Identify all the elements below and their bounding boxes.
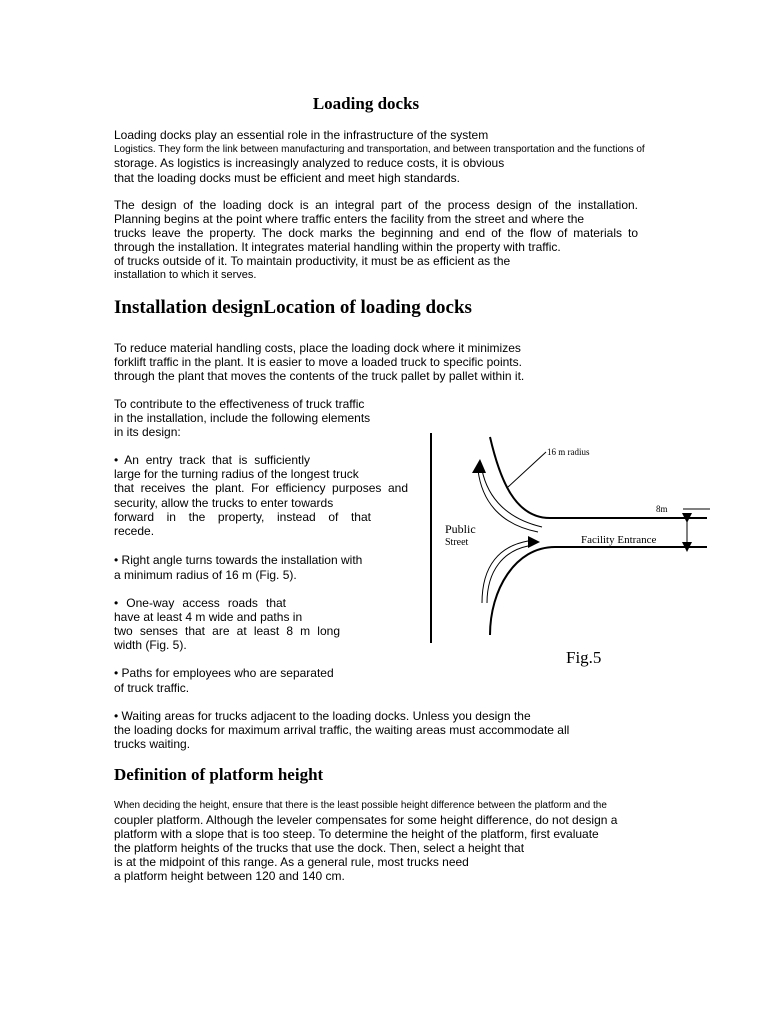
bullet-waiting-line: trucks waiting. bbox=[114, 737, 191, 751]
bullet-entry-line: • An entry track that is sufficiently bbox=[114, 453, 310, 467]
contribute-line: in its design: bbox=[114, 425, 181, 439]
figure-5-diagram bbox=[420, 425, 720, 675]
public-label: Public bbox=[445, 522, 476, 536]
design-line: Planning begins at the point where traffic enters the facility from the street and where the bbox=[114, 212, 585, 226]
upper-curb-line bbox=[490, 437, 707, 518]
exit-lane-line bbox=[482, 470, 542, 527]
location-line: To reduce material handling costs, place the loading dock where it minimizes bbox=[114, 341, 521, 355]
width-label: 8m bbox=[656, 504, 668, 514]
entry-arrow-icon bbox=[528, 536, 540, 548]
bullet-waiting-line: • Waiting areas for trucks adjacent to the loading docks. Unless you design the bbox=[114, 709, 531, 723]
bullet-entry-line: that receives the plant. For efficiency purposes and bbox=[114, 481, 408, 495]
lower-curb-line bbox=[490, 547, 707, 635]
bullet-entry-line: large for the turning radius of the longest truck bbox=[114, 467, 359, 481]
bullet-oneway-line: width (Fig. 5). bbox=[114, 638, 187, 652]
design-line: trucks leave the property. The dock marks the beginning and end of the flow of materials to bbox=[114, 226, 638, 240]
street-label: Street bbox=[445, 537, 469, 548]
bullet-entry-line: forward in the property, instead of that bbox=[114, 510, 371, 524]
intro-line: Logistics. They form the link between manufacturing and transportation, and between transportation and the functions of bbox=[114, 144, 645, 155]
contribute-line: in the installation, include the following elements bbox=[114, 411, 371, 425]
height-line: platform with a slope that is too steep. To determine the height of the platform, first evaluate bbox=[114, 827, 599, 841]
intro-line: storage. As logistics is increasingly analyzed to reduce costs, it is obvious bbox=[114, 156, 505, 170]
intro-line: that the loading docks must be efficient and meet high standards. bbox=[114, 171, 460, 185]
bullet-oneway-line: have at least 4 m wide and paths in bbox=[114, 610, 303, 624]
page-title: Loading docks bbox=[312, 94, 420, 113]
height-line: a platform height between 120 and 140 cm. bbox=[114, 869, 345, 883]
contribute-line: To contribute to the effectiveness of truck traffic bbox=[114, 397, 365, 411]
design-line: through the installation. It integrates material handling within the property with traffic. bbox=[114, 240, 561, 254]
figure-caption: Fig.5 bbox=[566, 648, 602, 667]
bullet-entry-line: recede. bbox=[114, 524, 155, 538]
radius-label: 16 m radius bbox=[547, 447, 590, 457]
bullet-turns-line: a minimum radius of 16 m (Fig. 5). bbox=[114, 568, 297, 582]
bullet-turns-line: • Right angle turns towards the installation with bbox=[114, 553, 363, 567]
bullet-paths-line: of truck traffic. bbox=[114, 681, 190, 695]
bullet-entry-line: security, allow the trucks to enter towards bbox=[114, 496, 334, 510]
bullet-paths-line: • Paths for employees who are separated bbox=[114, 666, 334, 680]
height-line: When deciding the height, ensure that there is the least possible height difference between the platform and the bbox=[114, 800, 607, 811]
entrance-label: Facility Entrance bbox=[581, 534, 657, 546]
design-line: installation to which it serves. bbox=[114, 269, 257, 281]
entry-lane-line bbox=[482, 541, 528, 603]
location-line: forklift traffic in the plant. It is easier to move a loaded truck to specific points. bbox=[114, 355, 522, 369]
height-line: coupler platform. Although the leveler compensates for some height difference, do not design a bbox=[114, 813, 618, 827]
bullet-oneway-line: two senses that are at least 8 m long bbox=[114, 624, 340, 638]
design-line: The design of the loading dock is an integral part of the process design of the installation. bbox=[114, 198, 638, 212]
height-line: is at the midpoint of this range. As a general rule, most trucks need bbox=[114, 855, 469, 869]
exit-arrow-icon bbox=[472, 459, 486, 473]
intro-line: Loading docks play an essential role in the infrastructure of the system bbox=[114, 128, 489, 142]
radius-leader-line bbox=[508, 452, 546, 487]
location-line: through the plant that moves the contents of the truck pallet by pallet within it. bbox=[114, 369, 525, 383]
design-line: of trucks outside of it. To maintain productivity, it must be as efficient as the bbox=[114, 254, 511, 268]
section-heading-location: Installation designLocation of loading docks bbox=[114, 297, 472, 318]
bullet-waiting-line: the loading docks for maximum arrival traffic, the waiting areas must accommodate all bbox=[114, 723, 570, 737]
bullet-oneway-line: • One-way access roads that bbox=[114, 596, 286, 610]
height-line: the platform heights of the trucks that use the dock. Then, select a height that bbox=[114, 841, 525, 855]
section-heading-height: Definition of platform height bbox=[114, 765, 324, 784]
